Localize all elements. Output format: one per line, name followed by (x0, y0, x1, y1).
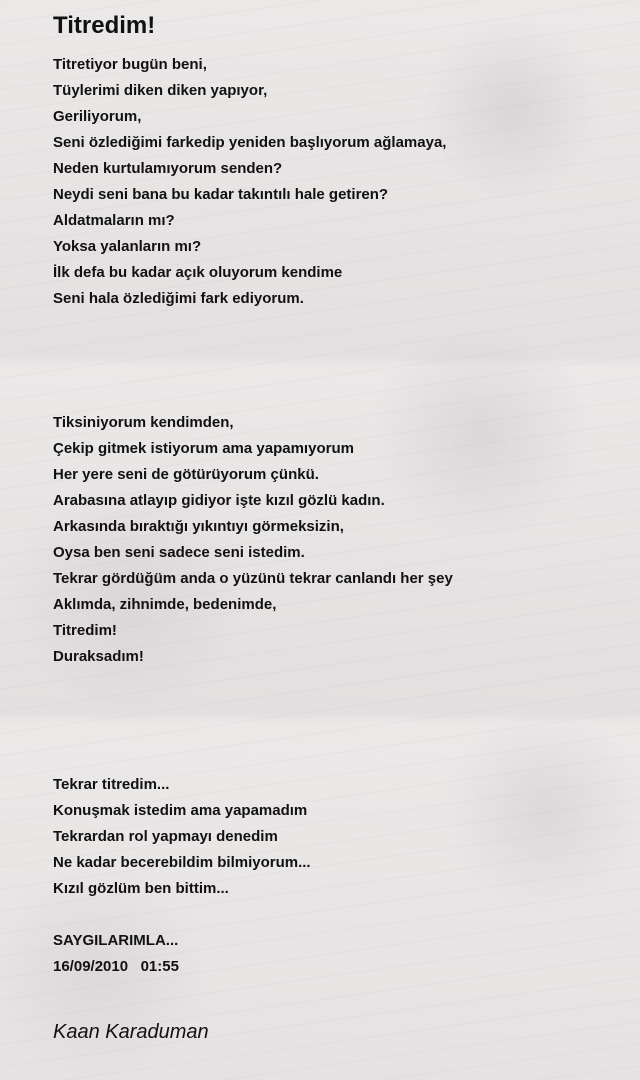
poem-line: Yoksa yalanların mı? (53, 238, 202, 255)
poem-line: Tekrardan rol yapmayı denedim (53, 828, 278, 845)
poem-line: Geriliyorum, (53, 108, 142, 125)
poem-line: Neydi seni bana bu kadar takıntılı hale getiren? (53, 186, 389, 203)
stanza-2 (53, 410, 453, 670)
poem-author: Kaan Karaduman (53, 1021, 209, 1043)
date-time: 16/09/2010 01:55 (53, 958, 179, 975)
poem-title: Titredim! (53, 12, 156, 39)
stanza-1 (53, 52, 446, 312)
poem-line: Arabasına atlayıp gidiyor işte kızıl gözlü kadın. (53, 492, 385, 509)
poem-line: Neden kurtulamıyorum senden? (53, 160, 283, 177)
poem-line: Tiksiniyorum kendimden, (53, 414, 234, 431)
poem-line: Oysa ben seni sadece seni istedim. (53, 544, 305, 561)
poem-line: Her yere seni de götürüyorum çünkü. (53, 466, 319, 483)
poem-line: Arkasında bıraktığı yıkıntıyı görmeksizin, (53, 518, 344, 535)
poem-line: Titredim! (53, 622, 117, 639)
poem-line: Aldatmaların mı? (53, 212, 175, 229)
poem-line: Ne kadar becerebildim bilmiyorum... (53, 854, 311, 871)
poem-line: Konuşmak istedim ama yapamadım (53, 802, 308, 819)
poem-line: Çekip gitmek istiyorum ama yapamıyorum (53, 440, 354, 457)
poem-line: Seni özlediğimi farkedip yeniden başlıyorum ağlamaya, (53, 134, 447, 151)
poem-line: Kızıl gözlüm ben bittim... (53, 880, 229, 897)
poem-line: Seni hala özlediğimi fark ediyorum. (53, 290, 304, 307)
poem-line: Aklımda, zihnimde, bedenimde, (53, 596, 277, 613)
poem-line: Titretiyor bugün beni, (53, 56, 207, 73)
poem-line: Tekrar gördüğüm anda o yüzünü tekrar canlandı her şey (53, 570, 453, 587)
poem-line: Duraksadım! (53, 648, 144, 665)
poem-line: İlk defa bu kadar açık oluyorum kendime (53, 264, 343, 281)
sign-off: SAYGILARIMLA... (53, 932, 179, 949)
poem-line: Tekrar titredim... (53, 776, 170, 793)
poem-line: Tüylerimi diken diken yapıyor, (53, 82, 268, 99)
stanza-3 (53, 772, 311, 902)
signature-block (53, 928, 179, 980)
